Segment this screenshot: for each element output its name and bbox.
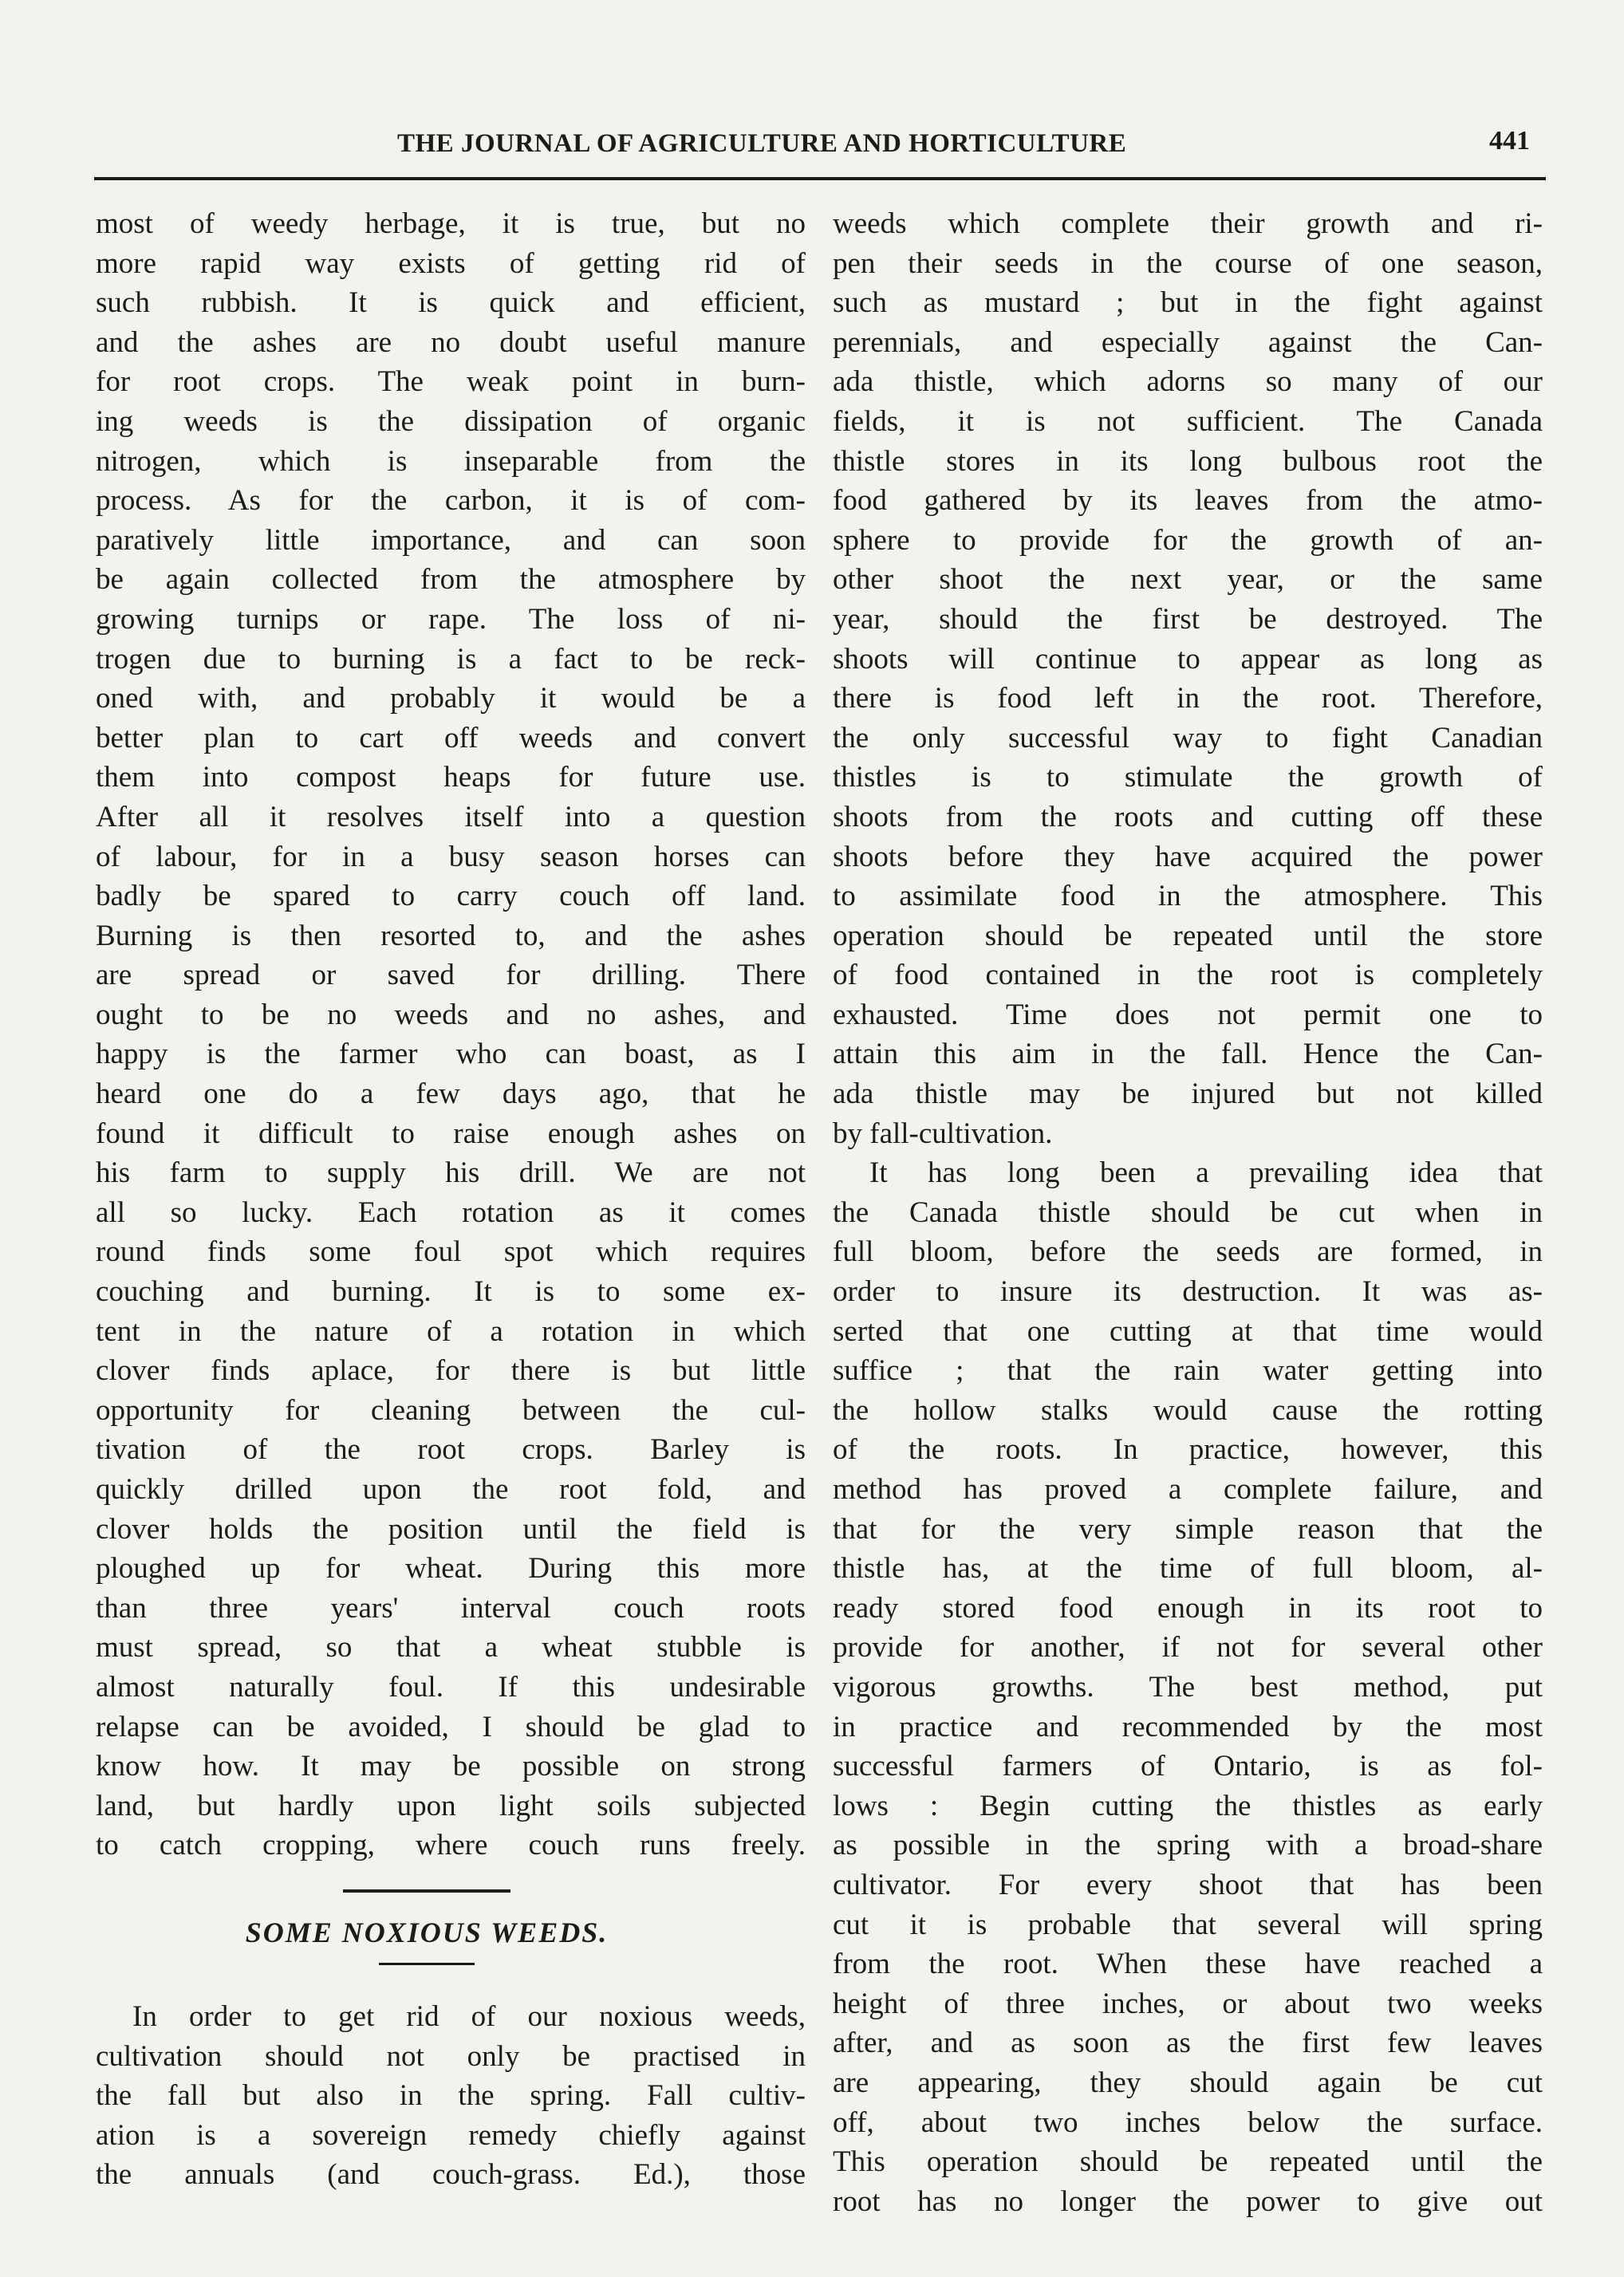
text-line: vigorous growths. The best method, put <box>833 1670 1543 1704</box>
text-line: thistle stores in its long bulbous root the <box>833 444 1543 478</box>
text-line: happy is the farmer who can boast, as I <box>96 1038 806 1071</box>
text-line: his farm to supply his drill. We are not <box>96 1156 806 1190</box>
text-line: the annuals (and couch-grass. Ed.), those <box>96 2158 806 2192</box>
text-line: full bloom, before the seeds are formed, in <box>833 1235 1543 1269</box>
left-column <box>96 204 806 2195</box>
section-divider-ornament <box>343 1889 510 1893</box>
text-line: clover holds the position until the field is <box>96 1512 806 1546</box>
text-line: method has proved a complete failure, and <box>833 1473 1543 1506</box>
text-line: know how. It may be possible on strong <box>96 1750 806 1783</box>
section-title-rule <box>379 1963 475 1965</box>
page-number: 441 <box>1489 126 1530 156</box>
text-line: of labour, for in a busy season horses can <box>96 840 806 873</box>
text-line: lows : Begin cutting the thistles as early <box>833 1789 1543 1822</box>
text-line: in practice and recommended by the most <box>833 1710 1543 1743</box>
text-line: the only successful way to fight Canadian <box>833 721 1543 754</box>
text-line: most of weedy herbage, it is true, but no <box>96 207 806 240</box>
running-title: THE JOURNAL OF AGRICULTURE AND HORTICULTURE <box>397 129 1127 158</box>
text-line: badly be spared to carry couch off land. <box>96 880 806 913</box>
text-line: It has long been a prevailing idea that <box>869 1156 1543 1190</box>
text-line: nitrogen, which is inseparable from the <box>96 444 806 478</box>
text-line: ada thistle may be injured but not killed <box>833 1077 1543 1111</box>
text-line: cultivation should not only be practised in <box>96 2039 806 2073</box>
left-paragraph-2 <box>96 1997 806 2195</box>
text-line: couching and burning. It is to some ex- <box>96 1275 806 1309</box>
text-line: order to insure its destruction. It was as- <box>833 1275 1543 1309</box>
text-line: process. As for the carbon, it is of com- <box>96 484 806 518</box>
text-line: cut it is probable that several will spring <box>833 1908 1543 1941</box>
text-line: Burning is then resorted to, and the ashes <box>96 919 806 952</box>
text-line: trogen due to burning is a fact to be reck- <box>96 642 806 676</box>
text-line: that for the very simple reason that the <box>833 1512 1543 1546</box>
text-line: ought to be no weeds and no ashes, and <box>96 998 806 1031</box>
text-line: shoots will continue to appear as long as <box>833 642 1543 676</box>
text-line: thistles is to stimulate the growth of <box>833 761 1543 794</box>
text-line: such as mustard ; but in the fight against <box>833 286 1543 320</box>
text-line: sphere to provide for the growth of an- <box>833 523 1543 557</box>
text-line: tivation of the root crops. Barley is <box>96 1433 806 1467</box>
text-line: from the root. When these have reached a <box>833 1948 1543 1981</box>
text-line: cultivator. For every shoot that has been <box>833 1868 1543 1901</box>
text-line: ready stored food enough in its root to <box>833 1591 1543 1625</box>
text-line: such rubbish. It is quick and efficient, <box>96 286 806 320</box>
text-line: ing weeds is the dissipation of organic <box>96 404 806 438</box>
text-line: than three years' interval couch roots <box>96 1591 806 1625</box>
text-line: the Canada thistle should be cut when in <box>833 1196 1543 1229</box>
text-line: to catch cropping, where couch runs freely. <box>96 1829 806 1862</box>
text-line: food gathered by its leaves from the atmo- <box>833 484 1543 518</box>
text-line: successful farmers of Ontario, is as fol- <box>833 1750 1543 1783</box>
text-line: root has no longer the power to give out <box>833 2184 1543 2218</box>
text-line: them into compost heaps for future use. <box>96 761 806 794</box>
text-line: ploughed up for wheat. During this more <box>96 1552 806 1586</box>
text-line: ation is a sovereign remedy chiefly against <box>96 2118 806 2152</box>
text-line: all so lucky. Each rotation as it comes <box>96 1196 806 1229</box>
text-line: there is food left in the root. Therefore, <box>833 682 1543 715</box>
text-line: are appearing, they should again be cut <box>833 2066 1543 2099</box>
right-paragraph-2 <box>833 1153 1543 2221</box>
header-rule <box>94 177 1546 180</box>
text-line: almost naturally foul. If this undesirable <box>96 1670 806 1704</box>
right-paragraph-1 <box>833 204 1543 1153</box>
text-line: thistle has, at the time of full bloom, al- <box>833 1552 1543 1586</box>
text-line: tent in the nature of a rotation in which <box>96 1314 806 1348</box>
text-line: suffice ; that the rain water getting into <box>833 1354 1543 1388</box>
text-line: year, should the first be destroyed. The <box>833 602 1543 636</box>
text-line: must spread, so that a wheat stubble is <box>96 1631 806 1664</box>
text-line: land, but hardly upon light soils subjected <box>96 1789 806 1822</box>
text-line: off, about two inches below the surface. <box>833 2106 1543 2139</box>
text-line: perennials, and especially against the Can- <box>833 325 1543 359</box>
text-line: are spread or saved for drilling. There <box>96 959 806 992</box>
text-line: oned with, and probably it would be a <box>96 682 806 715</box>
text-line: shoots from the roots and cutting off these <box>833 800 1543 833</box>
right-column <box>833 204 1543 2221</box>
text-line: the fall but also in the spring. Fall cultiv- <box>96 2079 806 2113</box>
text-line: better plan to cart off weeds and convert <box>96 721 806 754</box>
text-line: of the roots. In practice, however, this <box>833 1433 1543 1467</box>
text-line: to assimilate food in the atmosphere. This <box>833 880 1543 913</box>
text-line: growing turnips or rape. The loss of ni- <box>96 602 806 636</box>
text-line: more rapid way exists of getting rid of <box>96 246 806 280</box>
text-line: and the ashes are no doubt useful manure <box>96 325 806 359</box>
text-line: found it difficult to raise enough ashes on <box>96 1117 806 1150</box>
left-paragraph-1 <box>96 204 806 1865</box>
text-line: by fall-cultivation. <box>833 1117 1053 1150</box>
text-line: be again collected from the atmosphere by <box>96 563 806 597</box>
text-line: as possible in the spring with a broad-share <box>833 1829 1543 1862</box>
page-header <box>94 126 1546 166</box>
text-line: quickly drilled upon the root fold, and <box>96 1473 806 1506</box>
text-line: exhausted. Time does not permit one to <box>833 998 1543 1031</box>
text-line: the hollow stalks would cause the rotting <box>833 1393 1543 1427</box>
text-line: after, and as soon as the first few leaves <box>833 2027 1543 2060</box>
text-line: shoots before they have acquired the power <box>833 840 1543 873</box>
text-line: clover finds aplace, for there is but little <box>96 1354 806 1388</box>
text-line: height of three inches, or about two weeks <box>833 1987 1543 2020</box>
text-line: After all it resolves itself into a question <box>96 800 806 833</box>
text-line: attain this aim in the fall. Hence the Can- <box>833 1038 1543 1071</box>
text-line: This operation should be repeated until the <box>833 2145 1543 2179</box>
text-line: opportunity for cleaning between the cul- <box>96 1393 806 1427</box>
text-line: other shoot the next year, or the same <box>833 563 1543 597</box>
text-line: fields, it is not sufficient. The Canada <box>833 404 1543 438</box>
text-line: for root crops. The weak point in burn- <box>96 365 806 399</box>
text-line: ada thistle, which adorns so many of our <box>833 365 1543 399</box>
text-line: heard one do a few days ago, that he <box>96 1077 806 1111</box>
text-line: weeds which complete their growth and ri- <box>833 207 1543 240</box>
text-line: pen their seeds in the course of one season, <box>833 246 1543 280</box>
text-line: provide for another, if not for several other <box>833 1631 1543 1664</box>
text-line: paratively little importance, and can soon <box>96 523 806 557</box>
section-title: SOME NOXIOUS WEEDS. <box>245 1916 609 1948</box>
text-line: relapse can be avoided, I should be glad to <box>96 1710 806 1743</box>
text-line: In order to get rid of our noxious weeds, <box>132 1999 806 2033</box>
text-line: round finds some foul spot which requires <box>96 1235 806 1269</box>
text-line: serted that one cutting at that time would <box>833 1314 1543 1348</box>
text-line: operation should be repeated until the store <box>833 919 1543 952</box>
text-line: of food contained in the root is completely <box>833 959 1543 992</box>
